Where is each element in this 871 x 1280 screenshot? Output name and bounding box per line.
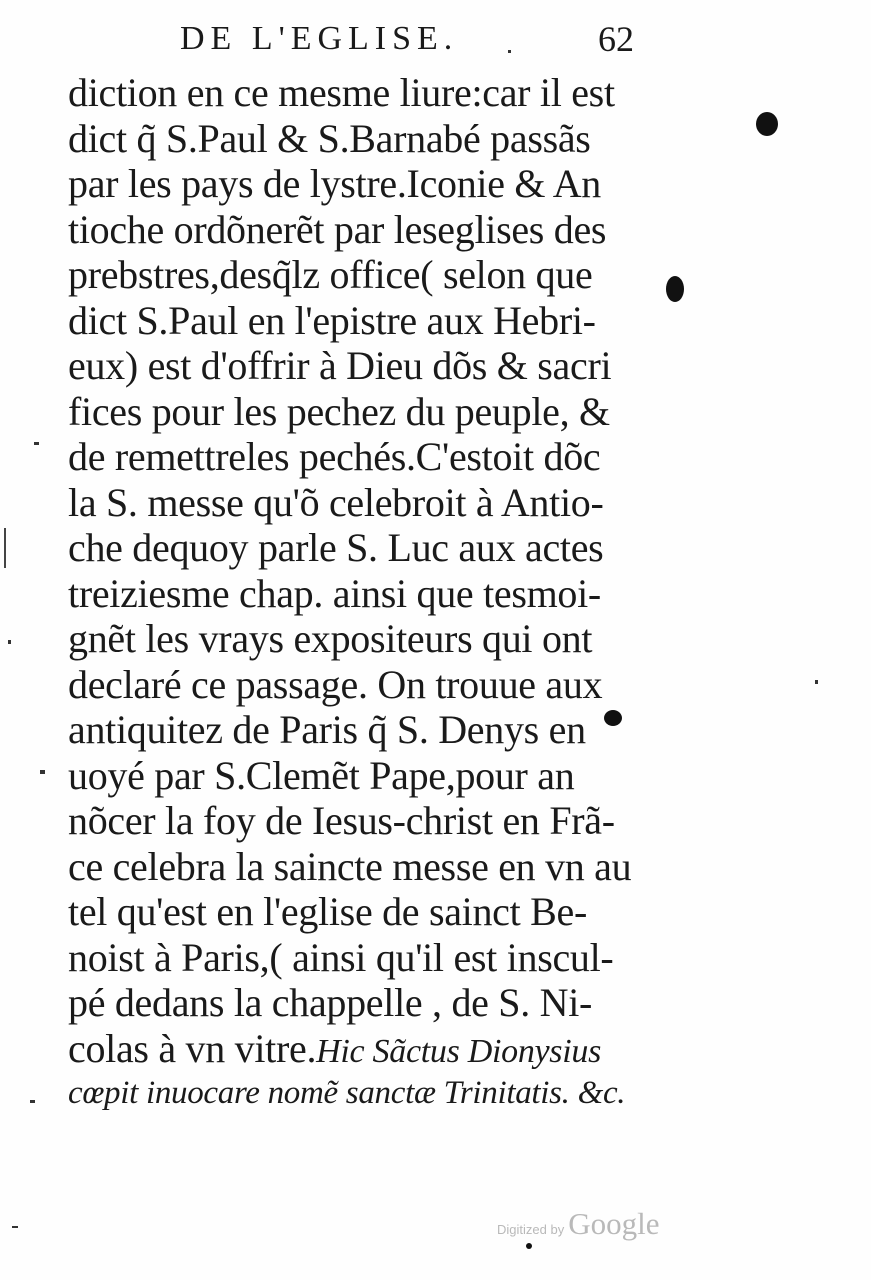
text-line: par les pays de lystre.Iconie & An — [68, 161, 601, 206]
text-line: diction en ce mesme liure:car il est — [68, 70, 615, 115]
ink-speck — [526, 1243, 532, 1249]
text-line: antiquitez de Paris q̃ S. Denys en — [68, 707, 586, 752]
latin-quotation-inline: Hic Sãctus Dionysius — [316, 1032, 602, 1070]
text-line: nõcer la foy de Iesus-christ en Frã- — [68, 798, 615, 843]
digitized-by-google-watermark — [497, 1206, 659, 1242]
text-line: tioche ordõnerẽt par leseglises des — [68, 206, 607, 252]
body-text — [68, 70, 668, 1117]
ink-speck — [34, 442, 39, 445]
ink-speck — [12, 1226, 18, 1228]
latin-quotation-line: cœpit inuocare nomẽ sanctæ Trinitatis. &c. — [68, 1075, 626, 1111]
ink-speck — [508, 50, 511, 53]
ink-blot — [756, 112, 778, 136]
ink-speck — [8, 640, 11, 644]
ink-blot — [666, 276, 684, 302]
text-line: ce celebra la saincte messe en vn au — [68, 843, 632, 889]
text-line: gnẽt les vrays expositeurs qui ont — [68, 616, 593, 661]
page-number: 62 — [598, 19, 634, 59]
text-line: la S. messe qu'õ celebroit à Antio- — [68, 479, 604, 525]
text-line: dict q̃ S.Paul & S.Barnabé passãs — [68, 115, 591, 161]
text-line: declaré ce passage. On trouue aux — [68, 661, 603, 707]
ink-speck — [40, 770, 45, 774]
ink-speck — [815, 680, 818, 684]
text-segment: colas à vn vitre. — [68, 1025, 317, 1071]
text-line-with-latin — [68, 1026, 668, 1072]
text-line: uoyé par S.Clemẽt Pape,pour an — [68, 752, 575, 798]
text-line: eux) est d'offrir à Dieu dõs & sacri — [68, 343, 612, 388]
text-line: treiziesme chap. ainsi que tesmoi- — [68, 570, 601, 616]
text-line: pé dedans la chappelle , de S. Ni- — [68, 980, 593, 1025]
ink-blot — [604, 710, 622, 726]
text-line: noist à Paris,( ainsi qu'il est inscul- — [68, 934, 614, 980]
margin-mark — [4, 528, 6, 568]
google-logo: Google — [568, 1206, 660, 1241]
watermark-prefix: Digitized by — [497, 1222, 565, 1237]
text-line: prebstres,desq̃lz office( selon que — [68, 252, 593, 297]
text-line: che dequoy parle S. Luc aux actes — [68, 525, 604, 570]
text-line: fices pour les pechez du peuple, & — [68, 388, 610, 434]
text-line: de remettreles pechés.C'estoit dõc — [68, 434, 601, 479]
running-head: DE L'EGLISE. — [180, 20, 459, 57]
ink-speck — [30, 1100, 35, 1103]
text-line: tel qu'est en l'eglise de sainct Be- — [68, 889, 588, 934]
text-line: dict S.Paul en l'epistre aux Hebri- — [68, 297, 596, 343]
